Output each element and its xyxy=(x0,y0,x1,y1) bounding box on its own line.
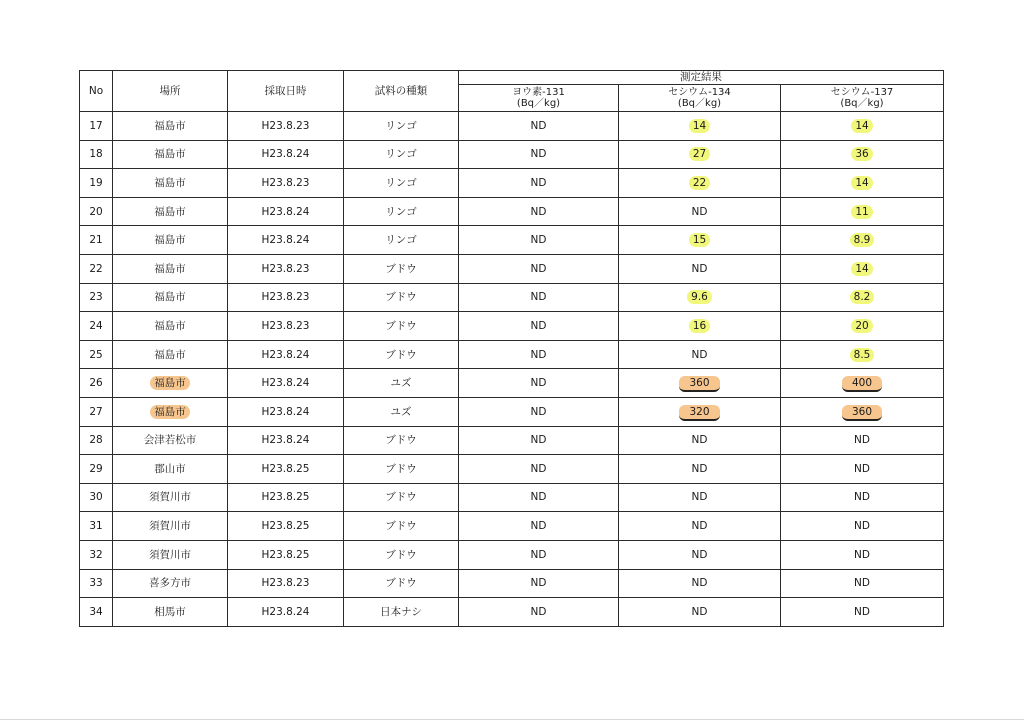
cell-cs134-value: 22 xyxy=(689,176,710,190)
cell-no xyxy=(80,112,113,141)
cell-cs134 xyxy=(619,197,781,226)
cell-cs134-value: ND xyxy=(691,434,708,447)
cell-i131 xyxy=(459,483,619,512)
cell-date xyxy=(228,340,344,369)
cell-date xyxy=(228,426,344,455)
cell-cs137-value: ND xyxy=(854,491,870,504)
cell-date-value: H23.8.25 xyxy=(261,491,310,504)
cell-sample-type-value: ユズ xyxy=(390,377,412,390)
cell-cs134 xyxy=(619,455,781,484)
cell-no xyxy=(80,397,113,426)
cell-no-value: 20 xyxy=(89,205,103,218)
cell-no-value: 18 xyxy=(89,148,103,161)
cell-date-value: H23.8.24 xyxy=(261,348,310,361)
cell-date-value: H23.8.24 xyxy=(261,205,310,218)
cell-sample-type xyxy=(344,254,459,283)
header-i131-unit: (Bq／kg) xyxy=(516,98,561,109)
cell-no-value: 24 xyxy=(89,319,103,332)
cell-cs134-value: ND xyxy=(691,491,708,504)
cell-sample-type xyxy=(344,598,459,627)
table-row xyxy=(80,112,944,141)
cell-cs137-value: 360 xyxy=(842,405,882,421)
cell-no xyxy=(80,254,113,283)
cell-location-value: 郡山市 xyxy=(154,462,186,475)
cell-location-value: 福島市 xyxy=(154,148,186,161)
cell-sample-type xyxy=(344,169,459,198)
cell-location xyxy=(113,426,228,455)
header-i131 xyxy=(459,85,619,112)
header-location: 場所 xyxy=(113,71,228,112)
cell-location xyxy=(113,455,228,484)
cell-date xyxy=(228,455,344,484)
cell-date xyxy=(228,283,344,312)
cell-cs137 xyxy=(781,483,944,512)
cell-no-value: 29 xyxy=(89,462,103,475)
cell-no xyxy=(80,226,113,255)
cell-cs137-value: 11 xyxy=(851,205,872,219)
cell-location-value: 福島市 xyxy=(154,176,186,189)
cell-cs137 xyxy=(781,340,944,369)
cell-date xyxy=(228,312,344,341)
cell-cs137-value: 14 xyxy=(851,262,872,276)
table-row xyxy=(80,226,944,255)
cell-location xyxy=(113,397,228,426)
cell-cs137-value: ND xyxy=(854,434,870,447)
cell-sample-type-value: ブドウ xyxy=(385,348,417,361)
cell-i131-value: ND xyxy=(530,434,547,447)
cell-no-value: 17 xyxy=(89,119,103,132)
cell-cs134 xyxy=(619,512,781,541)
cell-location xyxy=(113,312,228,341)
cell-cs137 xyxy=(781,254,944,283)
cell-sample-type-value: ブドウ xyxy=(385,548,417,561)
cell-location xyxy=(113,140,228,169)
cell-date-value: H23.8.24 xyxy=(261,605,310,618)
cell-cs134 xyxy=(619,369,781,398)
cell-sample-type xyxy=(344,140,459,169)
cell-i131 xyxy=(459,598,619,627)
cell-i131 xyxy=(459,254,619,283)
cell-location-value: 会津若松市 xyxy=(143,434,197,447)
cell-i131 xyxy=(459,312,619,341)
cell-cs134 xyxy=(619,397,781,426)
cell-date-value: H23.8.24 xyxy=(261,434,310,447)
table-row xyxy=(80,540,944,569)
cell-date xyxy=(228,140,344,169)
cell-cs137-value: 8.9 xyxy=(850,233,875,247)
cell-cs134 xyxy=(619,169,781,198)
cell-cs134 xyxy=(619,483,781,512)
cell-i131-value: ND xyxy=(530,348,547,361)
cell-location xyxy=(113,340,228,369)
cell-no xyxy=(80,140,113,169)
cell-cs137-value: ND xyxy=(854,577,870,590)
cell-cs134 xyxy=(619,598,781,627)
cell-i131-value: ND xyxy=(530,405,547,418)
cell-location-value: 福島市 xyxy=(154,119,186,132)
cell-date xyxy=(228,197,344,226)
cell-no xyxy=(80,512,113,541)
header-cs137-unit: (Bq／kg) xyxy=(840,98,884,109)
table-row xyxy=(80,455,944,484)
cell-location xyxy=(113,598,228,627)
cell-no xyxy=(80,312,113,341)
cell-cs134-value: 15 xyxy=(689,233,710,247)
cell-cs137 xyxy=(781,397,944,426)
cell-i131 xyxy=(459,512,619,541)
cell-no-value: 33 xyxy=(89,577,103,590)
table-row xyxy=(80,197,944,226)
cell-no-value: 19 xyxy=(89,176,103,189)
cell-i131 xyxy=(459,169,619,198)
cell-date-value: H23.8.23 xyxy=(261,176,310,189)
table-row xyxy=(80,569,944,598)
header-results: 測定結果 xyxy=(459,71,944,85)
cell-cs134-value: ND xyxy=(691,548,708,561)
cell-location-value: 喜多方市 xyxy=(149,577,191,590)
cell-i131 xyxy=(459,569,619,598)
cell-date xyxy=(228,483,344,512)
cell-no xyxy=(80,369,113,398)
cell-sample-type-value: ユズ xyxy=(390,405,412,418)
cell-cs137-value: 14 xyxy=(851,119,872,133)
cell-sample-type-value: リンゴ xyxy=(385,176,417,189)
cell-cs137 xyxy=(781,140,944,169)
cell-i131-value: ND xyxy=(530,119,547,132)
cell-cs137-value: 8.2 xyxy=(850,290,875,304)
cell-date xyxy=(228,369,344,398)
cell-date xyxy=(228,397,344,426)
cell-i131-value: ND xyxy=(530,605,547,618)
cell-location-value: 福島市 xyxy=(154,262,186,275)
header-i131-name: ヨウ素-131 xyxy=(512,86,565,98)
cell-cs137 xyxy=(781,598,944,627)
cell-i131-value: ND xyxy=(530,377,547,390)
table-row xyxy=(80,140,944,169)
header-sample-type: 試料の種類 xyxy=(344,71,459,112)
cell-date-value: H23.8.23 xyxy=(261,119,310,132)
cell-location-value: 福島市 xyxy=(150,376,190,390)
cell-date xyxy=(228,569,344,598)
cell-no-value: 22 xyxy=(89,262,103,275)
cell-sample-type-value: ブドウ xyxy=(385,434,417,447)
cell-i131 xyxy=(459,426,619,455)
table-row xyxy=(80,312,944,341)
cell-cs137 xyxy=(781,512,944,541)
cell-cs134-value: 9.6 xyxy=(687,290,712,304)
cell-sample-type xyxy=(344,455,459,484)
cell-cs137 xyxy=(781,112,944,141)
cell-cs137 xyxy=(781,369,944,398)
cell-cs137 xyxy=(781,197,944,226)
cell-sample-type-value: ブドウ xyxy=(385,319,417,332)
table-row xyxy=(80,283,944,312)
cell-sample-type-value: 日本ナシ xyxy=(380,605,422,618)
cell-no-value: 32 xyxy=(89,548,103,561)
cell-sample-type xyxy=(344,312,459,341)
cell-cs134 xyxy=(619,226,781,255)
cell-no-value: 21 xyxy=(89,234,103,247)
cell-no-value: 30 xyxy=(89,491,103,504)
cell-cs137-value: ND xyxy=(854,462,870,475)
cell-cs134-value: 320 xyxy=(679,405,719,421)
cell-i131 xyxy=(459,197,619,226)
cell-no xyxy=(80,426,113,455)
cell-sample-type xyxy=(344,483,459,512)
cell-no xyxy=(80,455,113,484)
cell-sample-type-value: リンゴ xyxy=(385,205,417,218)
header-cs137-name: セシウム-137 xyxy=(830,86,894,98)
cell-cs134-value: ND xyxy=(691,462,708,475)
cell-no-value: 25 xyxy=(89,348,103,361)
cell-cs137-value: 20 xyxy=(851,319,872,333)
cell-cs134 xyxy=(619,140,781,169)
cell-location xyxy=(113,569,228,598)
cell-i131-value: ND xyxy=(530,234,547,247)
cell-sample-type xyxy=(344,540,459,569)
cell-date xyxy=(228,226,344,255)
cell-sample-type xyxy=(344,369,459,398)
cell-i131 xyxy=(459,340,619,369)
cell-cs134-value: 360 xyxy=(679,376,719,392)
cell-i131-value: ND xyxy=(530,291,547,304)
cell-sample-type xyxy=(344,426,459,455)
cell-i131-value: ND xyxy=(530,577,547,590)
cell-cs137-value: ND xyxy=(854,605,870,618)
cell-no xyxy=(80,197,113,226)
cell-cs134 xyxy=(619,426,781,455)
cell-no-value: 26 xyxy=(89,377,103,390)
cell-date-value: H23.8.23 xyxy=(261,291,310,304)
cell-no-value: 34 xyxy=(89,605,103,618)
cell-i131-value: ND xyxy=(530,148,547,161)
cell-cs137 xyxy=(781,226,944,255)
cell-location xyxy=(113,254,228,283)
cell-no xyxy=(80,569,113,598)
cell-cs137-value: ND xyxy=(854,548,870,561)
cell-date xyxy=(228,512,344,541)
cell-location xyxy=(113,226,228,255)
cell-sample-type-value: ブドウ xyxy=(385,577,417,590)
cell-cs134-value: ND xyxy=(691,577,708,590)
scan-edge-divider xyxy=(0,719,1024,720)
cell-cs134 xyxy=(619,340,781,369)
cell-location xyxy=(113,540,228,569)
cell-date-value: H23.8.24 xyxy=(261,377,310,390)
cell-i131-value: ND xyxy=(530,520,547,533)
cell-cs134-value: 27 xyxy=(689,147,710,161)
cell-date-value: H23.8.23 xyxy=(261,577,310,590)
cell-sample-type-value: ブドウ xyxy=(385,291,417,304)
cell-date-value: H23.8.25 xyxy=(261,548,310,561)
table-row xyxy=(80,512,944,541)
cell-i131-value: ND xyxy=(530,262,547,275)
cell-location xyxy=(113,283,228,312)
cell-location-value: 福島市 xyxy=(150,405,190,419)
cell-i131-value: ND xyxy=(530,462,547,475)
cell-i131-value: ND xyxy=(530,491,547,504)
table-header xyxy=(80,71,944,112)
cell-cs137 xyxy=(781,312,944,341)
cell-no-value: 23 xyxy=(89,291,103,304)
cell-cs137-value: ND xyxy=(854,520,870,533)
cell-i131 xyxy=(459,455,619,484)
cell-no xyxy=(80,283,113,312)
cell-i131 xyxy=(459,369,619,398)
header-cs137 xyxy=(781,85,944,112)
cell-date xyxy=(228,112,344,141)
cell-location xyxy=(113,512,228,541)
cell-cs134-value: ND xyxy=(691,205,708,218)
cell-cs137 xyxy=(781,426,944,455)
header-cs134 xyxy=(619,85,781,112)
table-row xyxy=(80,340,944,369)
cell-i131-value: ND xyxy=(530,548,547,561)
cell-no xyxy=(80,483,113,512)
cell-sample-type xyxy=(344,283,459,312)
cell-cs134 xyxy=(619,569,781,598)
cell-sample-type xyxy=(344,512,459,541)
cell-cs134-value: ND xyxy=(691,520,708,533)
cell-i131-value: ND xyxy=(530,205,547,218)
cell-cs134 xyxy=(619,540,781,569)
cell-date-value: H23.8.25 xyxy=(261,520,310,533)
cell-cs134 xyxy=(619,312,781,341)
header-date: 採取日時 xyxy=(228,71,344,112)
cell-sample-type-value: ブドウ xyxy=(385,462,417,475)
cell-location-value: 須賀川市 xyxy=(149,548,191,561)
cell-location-value: 福島市 xyxy=(154,319,186,332)
cell-date-value: H23.8.23 xyxy=(261,319,310,332)
cell-no xyxy=(80,540,113,569)
cell-date-value: H23.8.24 xyxy=(261,234,310,247)
cell-date-value: H23.8.23 xyxy=(261,262,310,275)
cell-location-value: 須賀川市 xyxy=(149,491,191,504)
cell-cs137 xyxy=(781,283,944,312)
cell-location xyxy=(113,483,228,512)
cell-sample-type xyxy=(344,112,459,141)
cell-cs134-value: ND xyxy=(691,262,708,275)
cell-no-value: 27 xyxy=(89,405,103,418)
cell-sample-type xyxy=(344,397,459,426)
table-body xyxy=(80,112,944,627)
cell-date xyxy=(228,254,344,283)
cell-sample-type-value: ブドウ xyxy=(385,520,417,533)
cell-date-value: H23.8.24 xyxy=(261,148,310,161)
cell-cs134-value: 14 xyxy=(689,119,710,133)
cell-location xyxy=(113,197,228,226)
cell-location-value: 須賀川市 xyxy=(149,520,191,533)
cell-i131 xyxy=(459,226,619,255)
cell-cs134-value: 16 xyxy=(689,319,710,333)
cell-cs137-value: 8.5 xyxy=(850,348,875,362)
measurement-table xyxy=(79,70,944,627)
cell-location xyxy=(113,369,228,398)
cell-i131-value: ND xyxy=(530,176,547,189)
cell-cs134 xyxy=(619,254,781,283)
table-row xyxy=(80,483,944,512)
table-row xyxy=(80,169,944,198)
cell-i131 xyxy=(459,140,619,169)
cell-no xyxy=(80,340,113,369)
table-row xyxy=(80,397,944,426)
header-cs134-name: セシウム-134 xyxy=(668,86,731,98)
cell-i131 xyxy=(459,540,619,569)
cell-location xyxy=(113,169,228,198)
cell-i131 xyxy=(459,112,619,141)
table-row xyxy=(80,369,944,398)
cell-cs134 xyxy=(619,283,781,312)
cell-i131-value: ND xyxy=(530,319,547,332)
cell-cs137 xyxy=(781,569,944,598)
cell-location-value: 相馬市 xyxy=(154,605,186,618)
table-row xyxy=(80,254,944,283)
cell-cs134 xyxy=(619,112,781,141)
cell-location-value: 福島市 xyxy=(154,205,186,218)
header-no: No xyxy=(80,71,113,112)
cell-location xyxy=(113,112,228,141)
cell-cs134-value: ND xyxy=(691,348,708,361)
cell-sample-type xyxy=(344,197,459,226)
cell-sample-type xyxy=(344,226,459,255)
cell-date xyxy=(228,540,344,569)
cell-cs137-value: 36 xyxy=(851,147,872,161)
cell-location-value: 福島市 xyxy=(154,234,186,247)
cell-cs137-value: 400 xyxy=(842,376,882,392)
header-cs134-unit: (Bq／kg) xyxy=(677,98,722,109)
table-row xyxy=(80,598,944,627)
cell-date xyxy=(228,598,344,627)
cell-sample-type xyxy=(344,340,459,369)
cell-location-value: 福島市 xyxy=(154,291,186,304)
table-row xyxy=(80,426,944,455)
cell-date xyxy=(228,169,344,198)
cell-sample-type-value: リンゴ xyxy=(385,148,417,161)
cell-sample-type xyxy=(344,569,459,598)
cell-no-value: 31 xyxy=(89,520,103,533)
cell-date-value: H23.8.24 xyxy=(261,405,310,418)
cell-sample-type-value: ブドウ xyxy=(385,262,417,275)
cell-date-value: H23.8.25 xyxy=(261,462,310,475)
cell-cs137 xyxy=(781,169,944,198)
cell-sample-type-value: リンゴ xyxy=(385,234,417,247)
cell-cs134-value: ND xyxy=(691,605,708,618)
cell-no xyxy=(80,169,113,198)
cell-sample-type-value: リンゴ xyxy=(385,119,417,132)
cell-cs137 xyxy=(781,455,944,484)
cell-location-value: 福島市 xyxy=(154,348,186,361)
cell-cs137 xyxy=(781,540,944,569)
cell-i131 xyxy=(459,283,619,312)
cell-sample-type-value: ブドウ xyxy=(385,491,417,504)
cell-no-value: 28 xyxy=(89,434,103,447)
cell-no xyxy=(80,598,113,627)
cell-cs137-value: 14 xyxy=(851,176,872,190)
cell-i131 xyxy=(459,397,619,426)
